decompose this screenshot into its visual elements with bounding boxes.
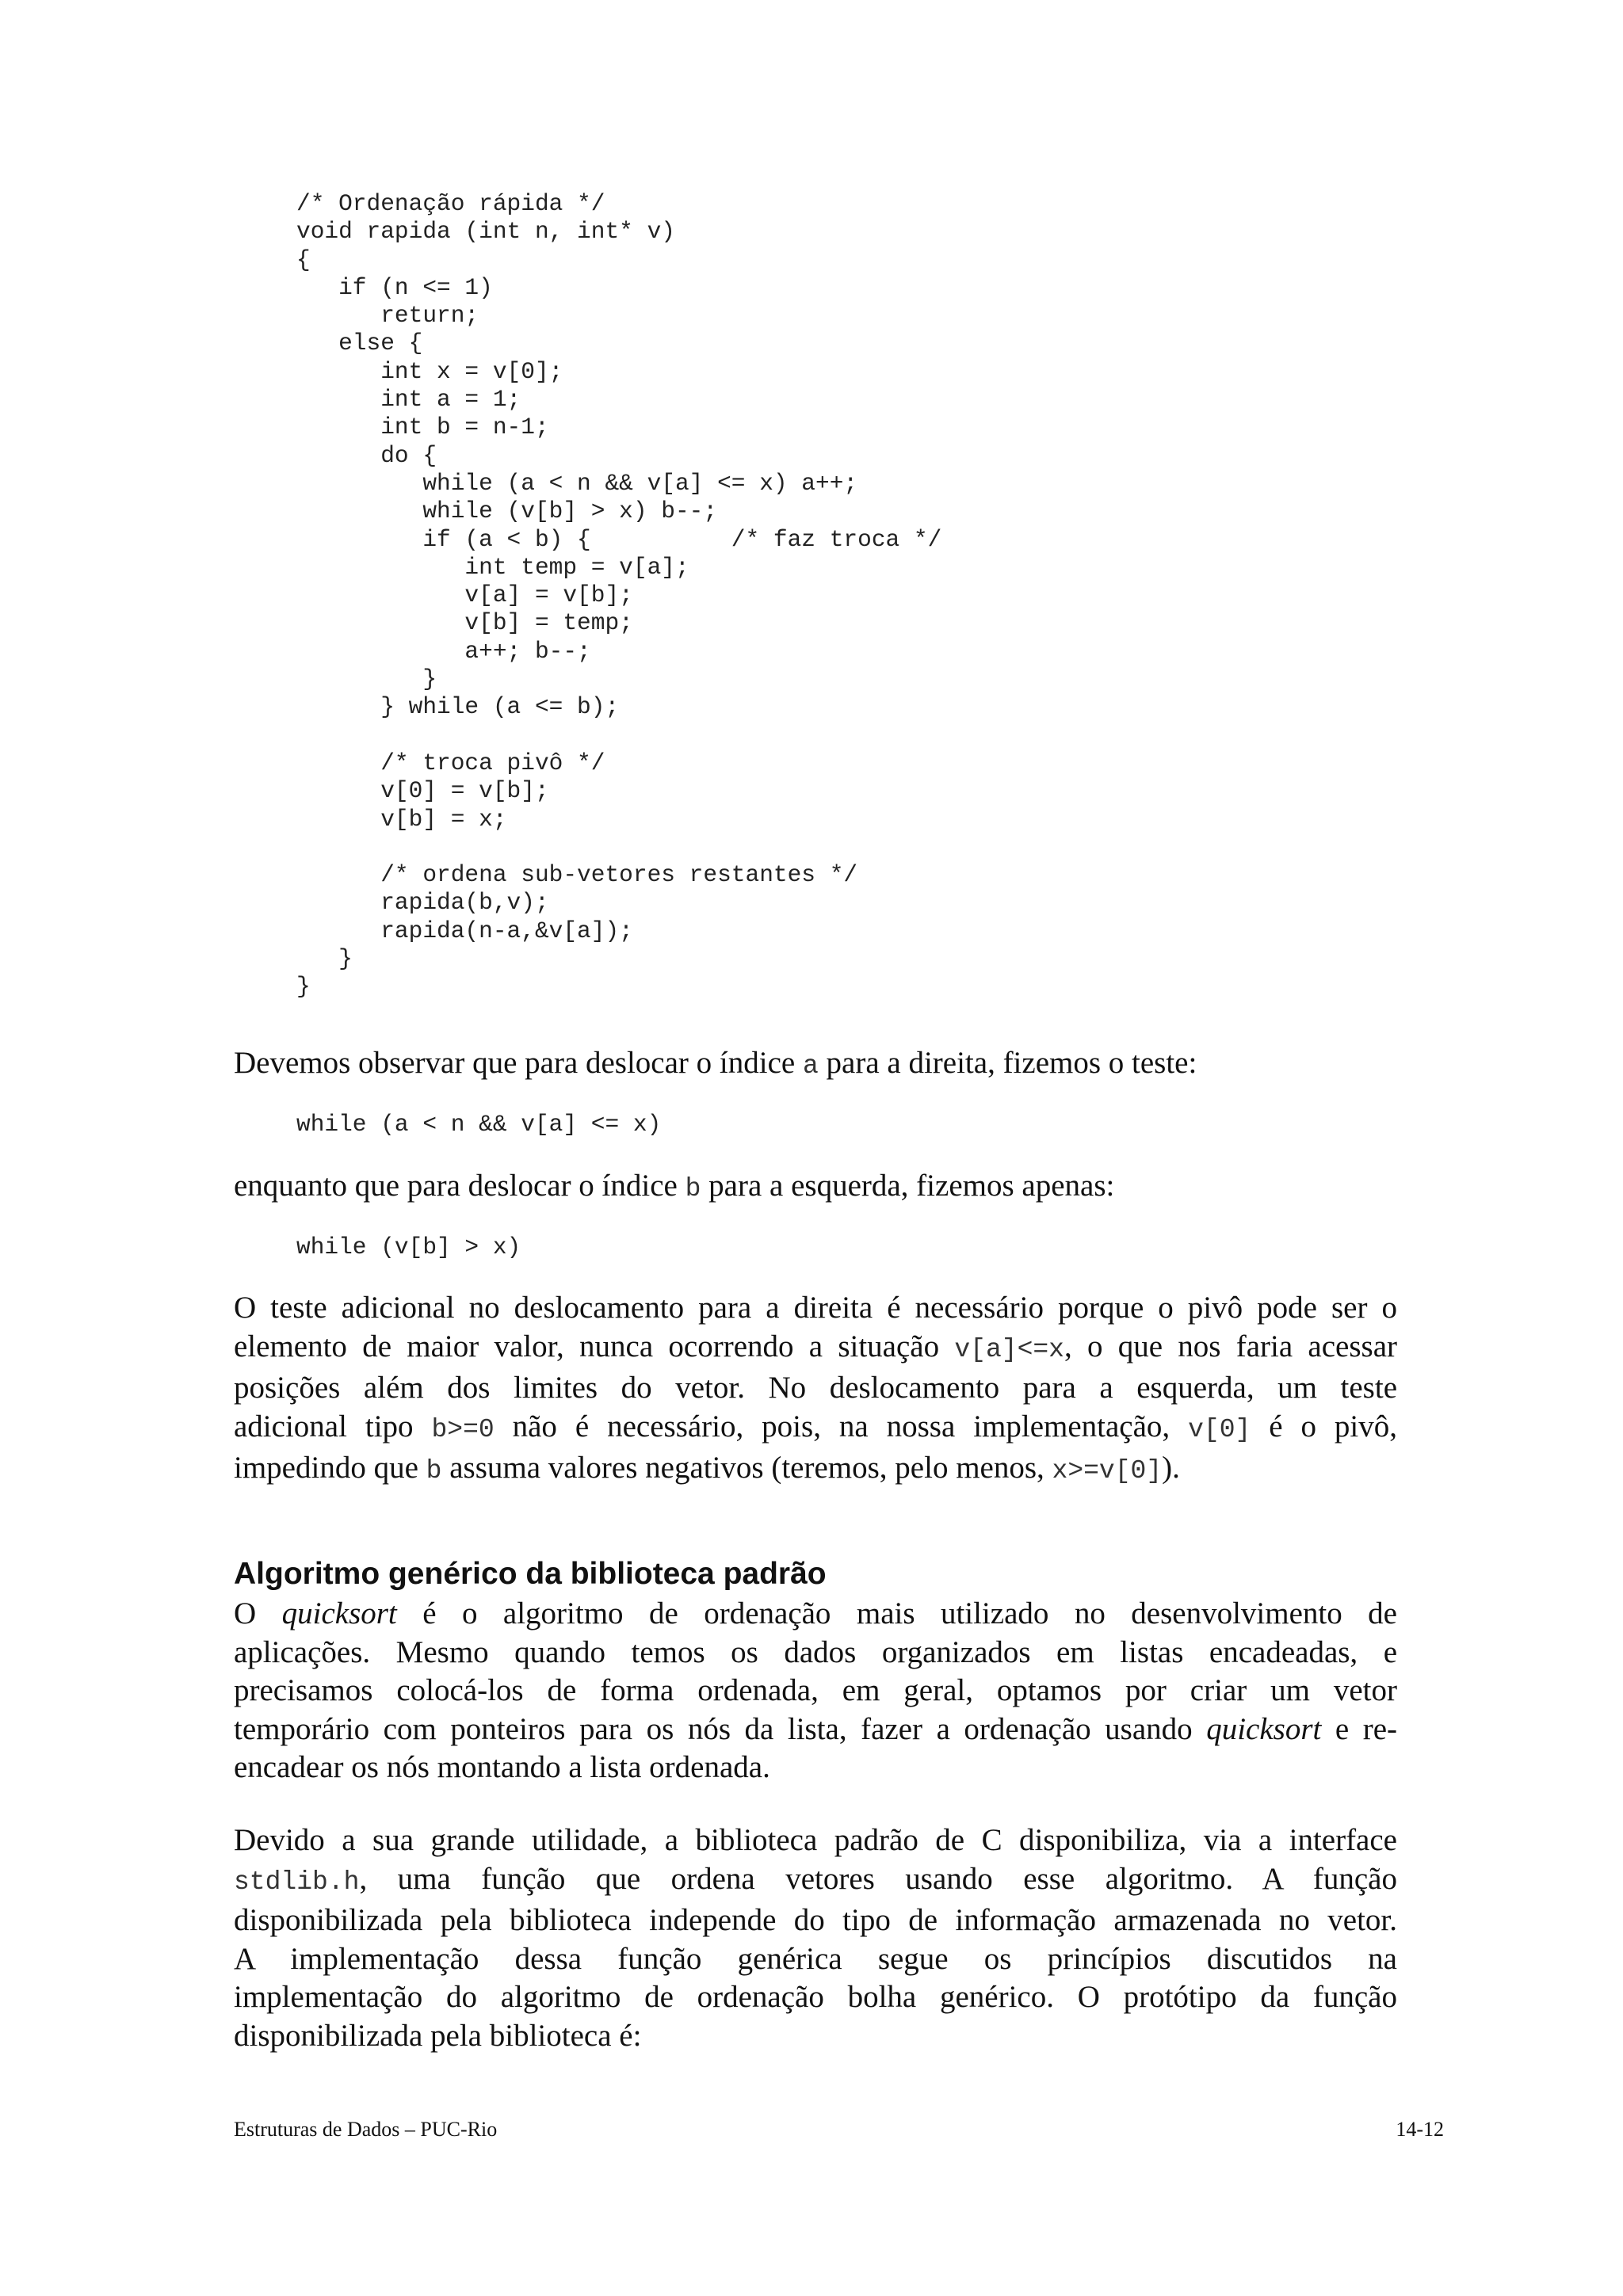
section-heading: Algoritmo genérico da biblioteca padrão	[234, 1557, 827, 1591]
para3-line-2-text-a: elemento de maior valor, nunca ocorrendo a situação	[234, 1329, 955, 1363]
code-line: if (a < b) { /* faz troca */	[296, 525, 942, 553]
para4-line-5-text: encadear os nós montando a lista ordenada.	[234, 1750, 770, 1784]
code-line: v[b] = x;	[296, 805, 507, 833]
code-line: return;	[296, 302, 479, 330]
code-line: }	[296, 945, 353, 973]
para4-line-4	[234, 1711, 1397, 1749]
para3-line-3-text: posições além dos limites do vetor. No deslocamento para a esquerda, um teste	[234, 1371, 1397, 1405]
para4-line-2	[234, 1634, 1397, 1672]
inline-code-a: a	[802, 1051, 819, 1081]
para3-line-5	[234, 1449, 1397, 1491]
para3-line-4-text-a: adicional tipo	[234, 1409, 432, 1444]
code-line: if (n <= 1)	[296, 273, 493, 301]
code-line: while (v[b] > x) b--;	[296, 498, 718, 525]
para4-line-4-text-b: e re-	[1321, 1711, 1397, 1746]
para3-line-4-text-d: é o pivô,	[1251, 1409, 1397, 1444]
code-line: /* troca pivô */	[296, 749, 605, 776]
code-line: rapida(b,v);	[296, 889, 549, 917]
para3-line-3	[234, 1369, 1397, 1408]
code-line: v[a] = v[b];	[296, 582, 633, 609]
paragraph-index-a	[234, 1044, 1397, 1086]
italic-quicksort-2: quicksort	[1206, 1711, 1322, 1746]
para3-line-5-text-b: assuma valores negativos (teremos, pelo menos,	[441, 1451, 1052, 1485]
code-line: int a = 1;	[296, 386, 521, 414]
para5-line-1	[234, 1821, 1397, 1860]
code-line: int x = v[0];	[296, 357, 563, 385]
para2-text-1: enquanto que para deslocar o índice	[234, 1169, 685, 1203]
italic-quicksort: quicksort	[281, 1596, 397, 1630]
code-line: int b = n-1;	[296, 414, 549, 441]
code-line: else {	[296, 330, 423, 357]
para5-line-2	[234, 1860, 1397, 1902]
para5-line-1-text: Devido a sua grande utilidade, a biblioteca padrão de C disponibiliza, via a interface	[234, 1823, 1397, 1857]
para3-line-2-text-b: , o que nos faria acessar	[1064, 1329, 1397, 1363]
code-line: rapida(n-a,&v[a]);	[296, 917, 633, 944]
para4-line-3	[234, 1672, 1397, 1711]
code-line	[296, 833, 941, 861]
para3-line-1-text: O teste adicional no deslocamento para a direita é necessário porque o pivô pode ser o	[234, 1291, 1397, 1325]
paragraph-stdlib	[234, 1821, 1397, 2055]
code-line: /* ordena sub-vetores restantes */	[296, 861, 858, 889]
code-while-left: while (v[b] > x)	[296, 1234, 521, 1261]
inline-code-x-ge-v0: x>=v[0]	[1052, 1456, 1163, 1486]
inline-code-v0: v[0]	[1188, 1414, 1251, 1444]
para3-line-5-text-d: ).	[1162, 1451, 1180, 1485]
para1-text-1: Devemos observar que para deslocar o índice	[234, 1046, 803, 1080]
para3-line-4	[234, 1408, 1397, 1450]
quicksort-code-block	[296, 190, 941, 1001]
para5-line-4-text: A implementação dessa função genérica segue os princípios discutidos na	[234, 1941, 1397, 1976]
para5-line-3	[234, 1901, 1397, 1940]
code-line: int temp = v[a];	[296, 553, 689, 581]
code-line: while (a < n && v[a] <= x) a++;	[296, 469, 858, 497]
code-while-right: while (a < n && v[a] <= x)	[296, 1111, 662, 1138]
code-line: void rapida (int n, int* v)	[296, 218, 675, 246]
para3-line-1	[234, 1289, 1397, 1328]
para1-text-2: para a direita, fizemos o teste:	[818, 1046, 1197, 1080]
footer-title: Estruturas de Dados – PUC-Rio	[234, 2118, 498, 2141]
para5-line-6-text: disponibilizada pela biblioteca é:	[234, 2018, 642, 2053]
para2-text-2: para a esquerda, fizemos apenas:	[701, 1169, 1115, 1203]
para4-line-4-text-a: temporário com ponteiros para os nós da lista, fazer a ordenação usando	[234, 1711, 1207, 1746]
para4-line-5	[234, 1749, 1397, 1787]
para3-line-5-text-a: impedindo que	[234, 1451, 426, 1485]
paragraph-additional-test	[234, 1289, 1397, 1491]
para4-line-1-text-a: O	[234, 1596, 282, 1630]
para4-line-1-text-b: é o algoritmo de ordenação mais utilizado no desenvolvimento de	[396, 1596, 1397, 1630]
para3-line-2	[234, 1328, 1397, 1370]
para5-line-5	[234, 1978, 1397, 2017]
para5-line-2-text: , uma função que ordena vetores usando esse algoritmo. A função	[359, 1861, 1397, 1896]
code-line: a++; b--;	[296, 637, 591, 665]
inline-code-b2: b	[426, 1456, 442, 1486]
para3-line-4-text-b: não é necessário, pois, na nossa implementação,	[494, 1409, 1189, 1444]
code-line: }	[296, 973, 311, 1001]
code-line	[296, 722, 941, 749]
code-line: v[0] = v[b];	[296, 777, 549, 805]
para4-line-1	[234, 1595, 1397, 1634]
inline-code-b-ge-0: b>=0	[431, 1414, 495, 1444]
code-line: /* Ordenação rápida */	[296, 190, 605, 217]
paragraph-quicksort	[234, 1595, 1397, 1787]
para4-line-2-text: aplicações. Mesmo quando temos os dados organizados em listas encadeadas, e	[234, 1634, 1397, 1669]
code-line: } while (a <= b);	[296, 693, 620, 721]
code-line: do {	[296, 441, 437, 469]
para4-line-3-text: precisamos colocá-los de forma ordenada, em geral, optamos por criar um vetor	[234, 1673, 1397, 1707]
code-line: {	[296, 246, 311, 273]
para5-line-6	[234, 2017, 1397, 2056]
para5-line-4	[234, 1940, 1397, 1979]
inline-code-stdlib: stdlib.h	[234, 1867, 360, 1897]
footer-page-number: 14-12	[1396, 2118, 1444, 2141]
inline-code-b: b	[685, 1174, 701, 1203]
code-line: }	[296, 666, 437, 693]
para5-line-5-text: implementação do algoritmo de ordenação bolha genérico. O protótipo da função	[234, 1980, 1397, 2014]
para5-line-3-text: disponibilizada pela biblioteca independe do tipo de informação armazenada no vetor.	[234, 1903, 1397, 1937]
inline-code-va-le-x: v[a]<=x	[954, 1334, 1064, 1364]
paragraph-index-b	[234, 1167, 1397, 1209]
code-line: v[b] = temp;	[296, 609, 633, 637]
